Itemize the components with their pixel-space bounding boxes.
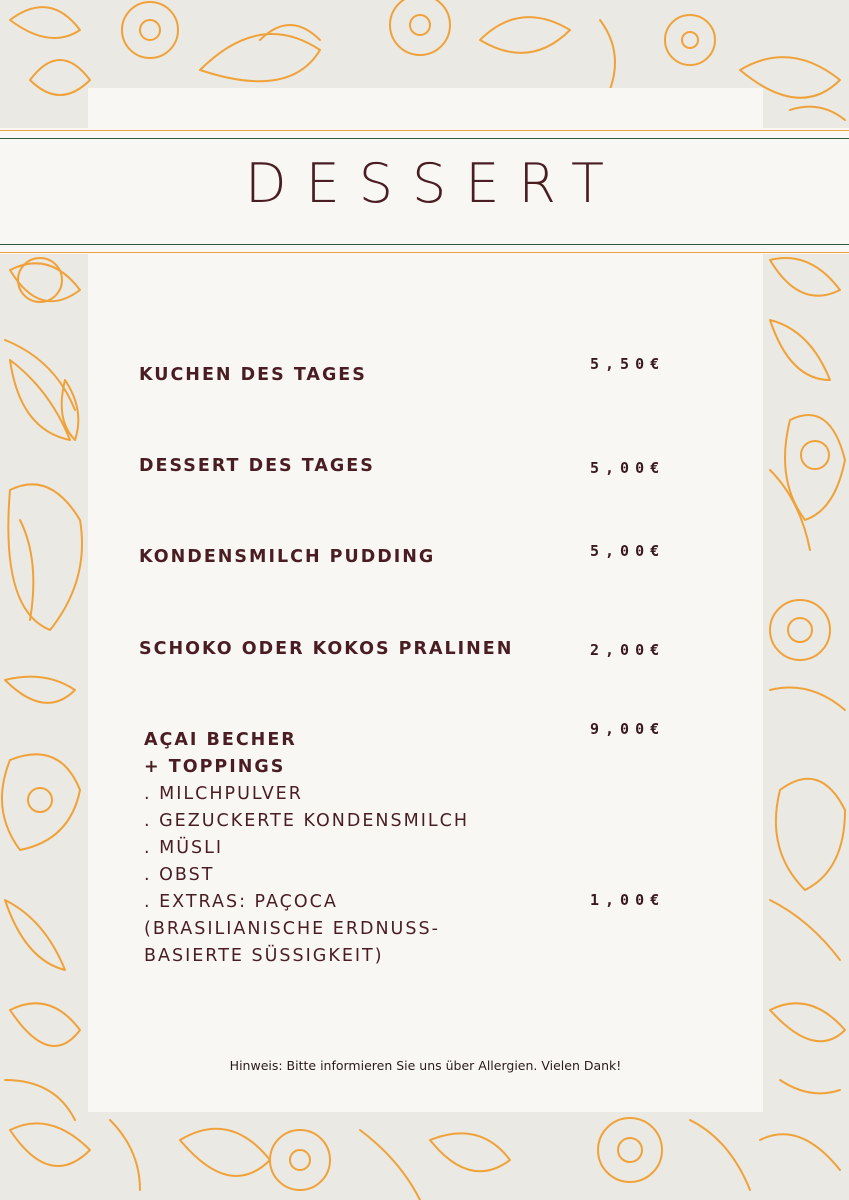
menu-item-name: DESSERT DES TAGES bbox=[139, 456, 375, 476]
topping-item: . OBST bbox=[144, 865, 215, 885]
topping-item: . MÜSLI bbox=[144, 838, 224, 858]
title-rule-top bbox=[0, 130, 849, 131]
acai-price: 9,00€ bbox=[590, 720, 666, 738]
extra-description: BASIERTE SÜSSIGKEIT) bbox=[144, 946, 384, 966]
extra-price: 1,00€ bbox=[590, 891, 666, 909]
page-title: DESSERT bbox=[245, 152, 623, 215]
topping-item: . MILCHPULVER bbox=[144, 784, 303, 804]
menu-item-price: 5,00€ bbox=[590, 459, 666, 477]
menu-item-name: KUCHEN DES TAGES bbox=[139, 365, 367, 385]
extra-description: (BRASILIANISCHE ERDNUSS- bbox=[144, 919, 440, 939]
title-rule-bottom bbox=[0, 252, 849, 253]
menu-item-price: 5,50€ bbox=[590, 355, 666, 373]
title-rule-bottom-inner bbox=[0, 244, 849, 245]
acai-toppings-label: + TOPPINGS bbox=[144, 757, 286, 777]
menu-item-name: SCHOKO ODER KOKOS PRALINEN bbox=[139, 639, 514, 659]
menu-item-price: 5,00€ bbox=[590, 542, 666, 560]
allergy-note: Hinweis: Bitte informieren Sie uns über Allergien. Vielen Dank! bbox=[229, 1058, 622, 1073]
menu-item-name: KONDENSMILCH PUDDING bbox=[139, 547, 436, 567]
acai-block bbox=[144, 727, 564, 970]
acai-name: AÇAI BECHER bbox=[144, 730, 297, 750]
menu-item-price: 2,00€ bbox=[590, 641, 666, 659]
title-rule-top-inner bbox=[0, 138, 849, 139]
extra-item: . EXTRAS: PAÇOCA bbox=[144, 892, 338, 912]
topping-item: . GEZUCKERTE KONDENSMILCH bbox=[144, 811, 469, 831]
